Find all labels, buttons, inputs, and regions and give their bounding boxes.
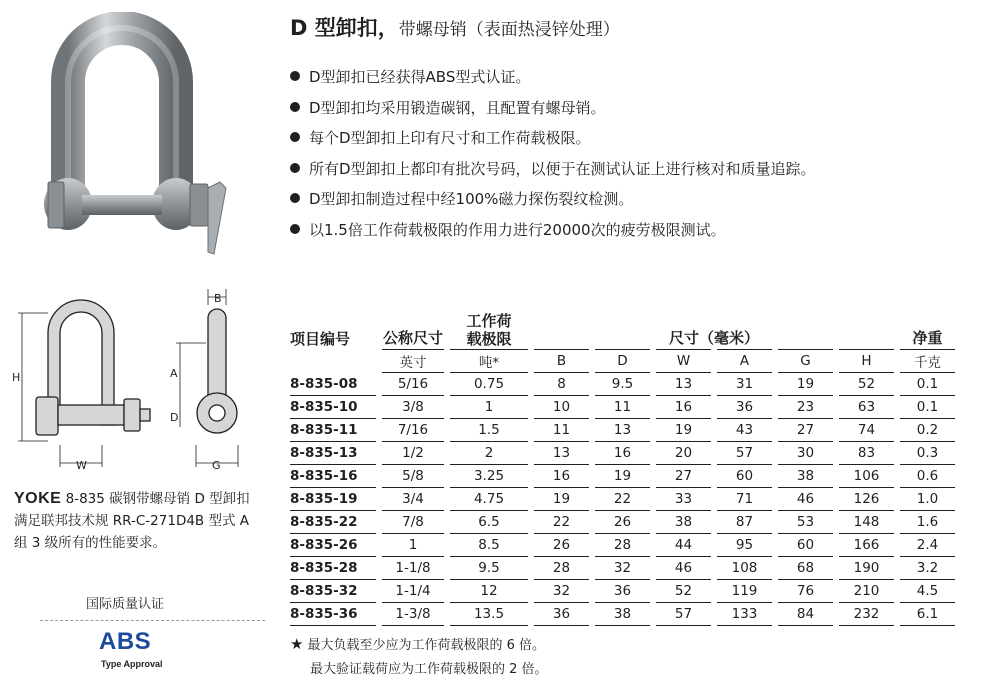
- table-cell: 3/4: [382, 488, 444, 511]
- abs-logo: ABS: [99, 628, 152, 655]
- feature-list: [290, 62, 816, 246]
- col-w: W: [656, 350, 711, 373]
- table-row: [290, 580, 955, 603]
- table-cell: 4.75: [450, 488, 528, 511]
- table-cell: 10: [534, 396, 589, 419]
- title-sub: 带螺母销（表面热浸锌处理）: [398, 20, 620, 40]
- bullet-icon: [290, 132, 300, 142]
- header-item-code: 项目编号: [290, 329, 351, 348]
- table-cell: 36: [534, 603, 589, 626]
- table-row: [290, 511, 955, 534]
- table-cell: 13: [656, 373, 711, 396]
- feature-item: D型卸扣制造过程中经100%磁力探伤裂纹检测。: [290, 184, 816, 215]
- table-cell: 28: [595, 534, 650, 557]
- unit-kg: 千克: [900, 350, 955, 373]
- table-row: [290, 396, 955, 419]
- table-cell: 6.5: [450, 511, 528, 534]
- table-cell: 133: [717, 603, 772, 626]
- description-text: 8-835 碳钢带螺母销 D 型卸扣满足联邦技术规 RR-C-271D4B 型式 A 组 3 级所有的性能要求。: [14, 491, 250, 551]
- table-cell: 52: [656, 580, 711, 603]
- table-cell: 3/8: [382, 396, 444, 419]
- table-cell: 31: [717, 373, 772, 396]
- table-cell: 0.75: [450, 373, 528, 396]
- certification-label: 国际质量认证: [86, 597, 165, 612]
- item-code-cell: 8-835-16: [290, 465, 376, 488]
- table-cell: 11: [595, 396, 650, 419]
- table-cell: 46: [778, 488, 833, 511]
- table-cell: 23: [778, 396, 833, 419]
- table-cell: 1: [382, 534, 444, 557]
- header-dimensions: 尺寸（毫米）: [668, 329, 759, 347]
- table-cell: 0.2: [900, 419, 955, 442]
- table-cell: 53: [778, 511, 833, 534]
- table-cell: 9.5: [450, 557, 528, 580]
- table-cell: 20: [656, 442, 711, 465]
- table-cell: 2: [450, 442, 528, 465]
- item-code-cell: 8-835-19: [290, 488, 376, 511]
- feature-item: 所有D型卸扣上都印有批次号码，以便于在测试认证上进行核对和质量追踪。: [290, 154, 816, 185]
- item-code-cell: 8-835-08: [290, 373, 376, 396]
- table-cell: 84: [778, 603, 833, 626]
- table-cell: 1.6: [900, 511, 955, 534]
- brand-name: YOKE: [14, 490, 62, 507]
- table-cell: 44: [656, 534, 711, 557]
- table-cell: 7/8: [382, 511, 444, 534]
- table-cell: 106: [839, 465, 894, 488]
- feature-item: 以1.5倍工作荷载极限的作用力进行20000次的疲劳极限测试。: [290, 215, 816, 246]
- table-cell: 1.5: [450, 419, 528, 442]
- item-code-cell: 8-835-32: [290, 580, 376, 603]
- table-cell: 38: [595, 603, 650, 626]
- table-cell: 0.3: [900, 442, 955, 465]
- table-row: [290, 557, 955, 580]
- table-cell: 57: [656, 603, 711, 626]
- table-cell: 190: [839, 557, 894, 580]
- bullet-icon: [290, 193, 300, 203]
- table-cell: 26: [595, 511, 650, 534]
- table-cell: 19: [656, 419, 711, 442]
- table-cell: 13: [534, 442, 589, 465]
- table-row: [290, 373, 955, 396]
- feature-item: D型卸扣均采用锻造碳钢，且配置有螺母销。: [290, 93, 816, 124]
- table-cell: 19: [778, 373, 833, 396]
- item-code-cell: 8-835-10: [290, 396, 376, 419]
- item-code-cell: 8-835-26: [290, 534, 376, 557]
- table-cell: 32: [595, 557, 650, 580]
- table-cell: 0.1: [900, 396, 955, 419]
- table-cell: 38: [656, 511, 711, 534]
- table-cell: 108: [717, 557, 772, 580]
- bullet-icon: [290, 224, 300, 234]
- shackle-dimension-drawing: [8, 285, 258, 475]
- table-cell: 126: [839, 488, 894, 511]
- table-row: [290, 465, 955, 488]
- header-nominal-size: 公称尺寸: [382, 329, 443, 347]
- table-cell: 1/2: [382, 442, 444, 465]
- unit-ton: 吨*: [450, 350, 528, 373]
- table-cell: 30: [778, 442, 833, 465]
- bullet-icon: [290, 163, 300, 173]
- table-cell: 22: [595, 488, 650, 511]
- table-cell: 8.5: [450, 534, 528, 557]
- footnote: [290, 632, 548, 682]
- table-cell: 3.25: [450, 465, 528, 488]
- header-wll: 工作荷载极限: [466, 312, 512, 348]
- table-cell: 3.2: [900, 557, 955, 580]
- abs-logo-subtitle: Type Approval: [101, 659, 163, 669]
- table-cell: 7/16: [382, 419, 444, 442]
- table-row: [290, 603, 955, 626]
- label-g: G: [212, 459, 221, 472]
- item-code-cell: 8-835-36: [290, 603, 376, 626]
- table-cell: 232: [839, 603, 894, 626]
- table-cell: 36: [595, 580, 650, 603]
- table-cell: 166: [839, 534, 894, 557]
- table-cell: 4.5: [900, 580, 955, 603]
- table-cell: 71: [717, 488, 772, 511]
- table-cell: 1-3/8: [382, 603, 444, 626]
- col-d: D: [595, 350, 650, 373]
- col-b: B: [534, 350, 589, 373]
- label-w: W: [76, 459, 87, 472]
- table-cell: 33: [656, 488, 711, 511]
- table-cell: 6.1: [900, 603, 955, 626]
- table-cell: 60: [778, 534, 833, 557]
- table-cell: 19: [595, 465, 650, 488]
- table-cell: 13: [595, 419, 650, 442]
- table-cell: 26: [534, 534, 589, 557]
- table-cell: 1: [450, 396, 528, 419]
- table-cell: 83: [839, 442, 894, 465]
- table-cell: 1-1/4: [382, 580, 444, 603]
- table-cell: 12: [450, 580, 528, 603]
- star-icon: ★: [290, 635, 304, 653]
- page-title: [290, 12, 620, 42]
- label-d: D: [170, 411, 179, 424]
- col-g: G: [778, 350, 833, 373]
- table-cell: 32: [534, 580, 589, 603]
- table-cell: 27: [656, 465, 711, 488]
- table-cell: 119: [717, 580, 772, 603]
- table-cell: 46: [656, 557, 711, 580]
- footnote-line-1: 最大负载至少应为工作荷载极限的 6 倍。: [307, 638, 545, 653]
- item-code-cell: 8-835-13: [290, 442, 376, 465]
- label-b: B: [214, 292, 222, 305]
- table-cell: 52: [839, 373, 894, 396]
- table-cell: 76: [778, 580, 833, 603]
- table-cell: 0.6: [900, 465, 955, 488]
- table-cell: 1-1/8: [382, 557, 444, 580]
- table-cell: 1.0: [900, 488, 955, 511]
- item-code-cell: 8-835-22: [290, 511, 376, 534]
- table-cell: 38: [778, 465, 833, 488]
- table-row: [290, 534, 955, 557]
- certification-divider: [40, 620, 265, 621]
- label-h: H: [12, 371, 21, 384]
- table-row: [290, 442, 955, 465]
- unit-inch: 英寸: [382, 350, 444, 373]
- table-cell: 16: [595, 442, 650, 465]
- table-cell: 11: [534, 419, 589, 442]
- table-cell: 5/16: [382, 373, 444, 396]
- col-h: H: [839, 350, 894, 373]
- table-cell: 43: [717, 419, 772, 442]
- title-main: D 型卸扣，: [290, 16, 399, 40]
- table-cell: 210: [839, 580, 894, 603]
- shackle-photo: [30, 12, 235, 267]
- bullet-icon: [290, 71, 300, 81]
- table-cell: 5/8: [382, 465, 444, 488]
- table-cell: 22: [534, 511, 589, 534]
- table-cell: 16: [656, 396, 711, 419]
- table-cell: 19: [534, 488, 589, 511]
- table-cell: 36: [717, 396, 772, 419]
- table-cell: 8: [534, 373, 589, 396]
- table-cell: 57: [717, 442, 772, 465]
- feature-item: 每个D型卸扣上印有尺寸和工作荷载极限。: [290, 123, 816, 154]
- table-cell: 27: [778, 419, 833, 442]
- table-cell: 60: [717, 465, 772, 488]
- table-cell: 0.1: [900, 373, 955, 396]
- col-a: A: [717, 350, 772, 373]
- table-row: [290, 419, 955, 442]
- label-a: A: [170, 367, 178, 380]
- table-cell: 2.4: [900, 534, 955, 557]
- table-cell: 9.5: [595, 373, 650, 396]
- feature-item: D型卸扣已经获得ABS型式认证。: [290, 62, 816, 93]
- table-cell: 148: [839, 511, 894, 534]
- item-code-cell: 8-835-28: [290, 557, 376, 580]
- header-weight: 净重: [912, 329, 943, 347]
- product-description: [14, 488, 262, 554]
- table-cell: 68: [778, 557, 833, 580]
- item-code-cell: 8-835-11: [290, 419, 376, 442]
- table-cell: 63: [839, 396, 894, 419]
- spec-table: [290, 308, 955, 626]
- table-cell: 28: [534, 557, 589, 580]
- table-cell: 74: [839, 419, 894, 442]
- footnote-line-2: 最大验证载荷应为工作荷载极限的 2 倍。: [310, 662, 548, 677]
- table-cell: 16: [534, 465, 589, 488]
- table-row: [290, 488, 955, 511]
- table-cell: 13.5: [450, 603, 528, 626]
- table-cell: 95: [717, 534, 772, 557]
- bullet-icon: [290, 102, 300, 112]
- table-cell: 87: [717, 511, 772, 534]
- spec-table-body: [290, 373, 955, 626]
